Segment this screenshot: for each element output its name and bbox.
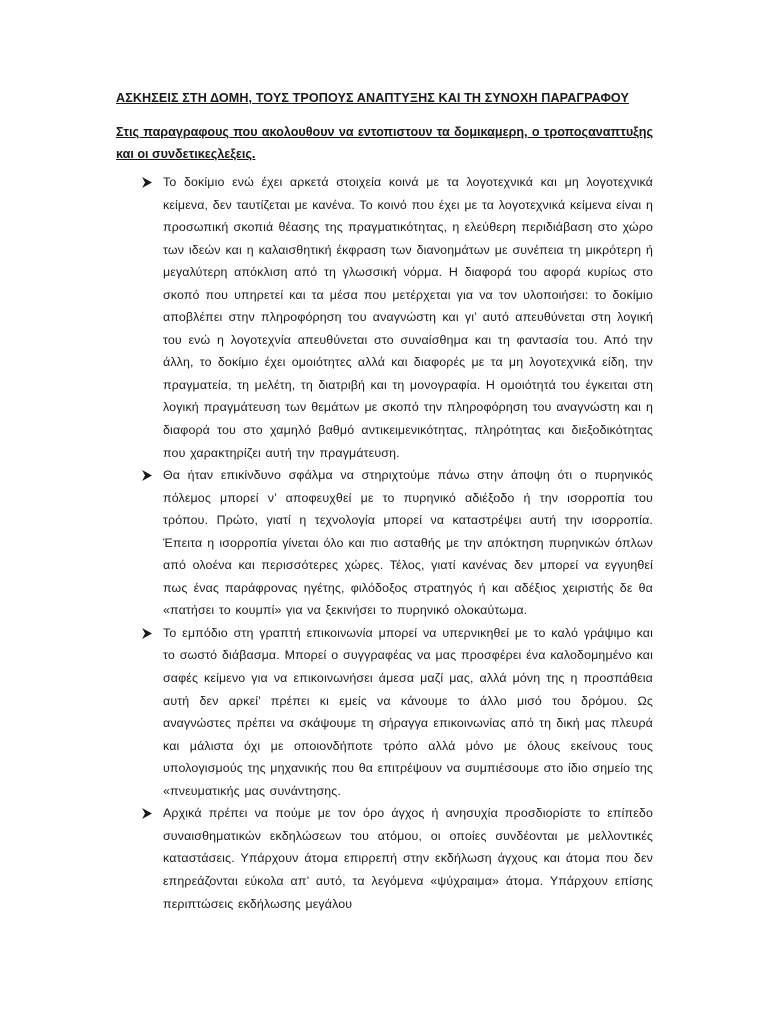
arrow-right-icon bbox=[141, 171, 157, 193]
paragraph-text: Θα ήταν επικίνδυνο σφάλμα να στηριχτούμε πάνω στην άποψη ότι ο πυρηνικός πόλεμος μπορεί ν’ αποφευχθεί με το πυρηνικό αδιέξοδο ή την ισορροπία του τρόπου. Πρώτο, γιατί η τεχνολογία μπορεί να καταστρέψει αυτή την ισορροπία. Έπειτα η ισορροπία γίνεται όλο και πιο ασταθής με την απόκτηση πυρηνικών όπλων από ολοένα και περισσότερες χώρες. Τέλος, γιατί κανένας δεν μπορεί να εγγυηθεί πως ένας παράφρονας ηγέτης, φιλόδοξος στρατηγός ή και αδέξιος χειριστής δε θα «πατήσει το κουμπί» για να ξεκινήσει το πυρηνικό ολοκαύτωμα. bbox=[163, 468, 653, 618]
list-item bbox=[141, 622, 653, 802]
arrow-right-icon bbox=[141, 802, 157, 824]
paragraph-list bbox=[141, 171, 653, 915]
list-item bbox=[141, 171, 653, 464]
exercise-instructions: Στις παραγραφους που ακολουθουν να εντοπιστουν τα δομικαμερη, ο τροποςαναπτυξης και οι συνδετικεςλεξεις. bbox=[116, 125, 653, 161]
list-item bbox=[141, 802, 653, 915]
paragraph-text: Αρχικά πρέπει να πούμε με τον όρο άγχος ή ανησυχία προσδιορίστε το επίπεδο συναισθηματικών εκδηλώσεων του ατόμου, οι οποίες συνδέονται με μελλοντικές καταστάσεις. Υπάρχουν άτομα επιρρεπή στην εκδήλωση άγχους και άτομα που δεν επηρεάζονται εύκολα απ’ αυτό, τα λεγόμενα «ψύχραιμα» άτομα. Υπάρχουν επίσης περιπτώσεις εκδήλωσης μεγάλου bbox=[163, 806, 653, 911]
arrow-right-icon bbox=[141, 464, 157, 486]
paragraph-text: Το εμπόδιο στη γραπτή επικοινωνία μπορεί να υπερνικηθεί με το καλό γράψιμο και το σωστό διάβασμα. Μπορεί ο συγγραφέας να μας προσφέρει ένα καλοδομημένο και σαφές κείμενο για να επικοινωνήσει άμεσα μαζί μας, αλλά μόνη της η προσπάθεια αυτή δεν αρκεί’ πρέπει κι εμείς να κάνουμε το άλλο μισό του δρόμου. Ως αναγνώστες πρέπει να σκάψουμε τη σήραγγα επικοινωνίας από τη δική μας πλευρά και μάλιστα όχι με οποιονδήποτε τρόπο αλλά μόνο με όλους εκείνους τους υπολογισμούς της μηχανικής που θα επιτρέψουν να συμπιέσουμε στο ίδιο σημείο της «πνευματικής μας συνάντησης. bbox=[163, 625, 653, 798]
paragraph-text: Το δοκίμιο ενώ έχει αρκετά στοιχεία κοινά με τα λογοτεχνικά και μη λογοτεχνικά κείμενα, δεν ταυτίζεται με κανένα. Το κοινό που έχει με τα λογοτεχνικά κείμενα είναι η προσωπική σκοπιά θέασης της πραγματικότητας, η ελεύθερη περιδιάβαση στο χώρο των ιδεών και η καλαισθητική έκφραση των διανοημάτων με συνέπεια τη μικρότερη ή μεγαλύτερη απόκλιση από τη γλωσσική νόρμα. Η διαφορά του αφορά κυρίως στο σκοπό που υπηρετεί και τα μέσα που μετέρχεται για να τον υλοποιήσει: το δοκίμιο αποβλέπει στην πληροφόρηση του αναγνώστη και γι’ αυτό απευθύνεται στη λογική του ενώ η λογοτεχνία απευθύνεται στο συναίσθημα και τη φαντασία του. Από την άλλη, το δοκίμιο έχει ομοιότητες αλλά και διαφορές με τα μη λογοτεχνικά είδη, την πραγματεία, τη μελέτη, τη διατριβή και τη μονογραφία. Η ομοιότητά του έγκειται στη λογική πραγμάτευση των θεμάτων με σκοπό την πληροφόρηση του αναγνώστη και η διαφορά του στο χαμηλό βαθμό αντικειμενικότητας, πληρότητας και διεξοδικότητας που χαρακτηρίζει αυτή την πραγμάτευση. bbox=[163, 175, 653, 460]
document-title: ΑΣΚΗΣΕΙΣ ΣΤΗ ΔΟΜΗ, ΤΟΥΣ ΤΡΟΠΟΥΣ ΑΝΑΠΤΥΞΗΣ ΚΑΙ ΤΗ ΣΥΝΟΧΗ ΠΑΡΑΓΡΑΦΟΥ bbox=[116, 91, 629, 105]
list-item bbox=[141, 464, 653, 622]
arrow-right-icon bbox=[141, 622, 157, 644]
